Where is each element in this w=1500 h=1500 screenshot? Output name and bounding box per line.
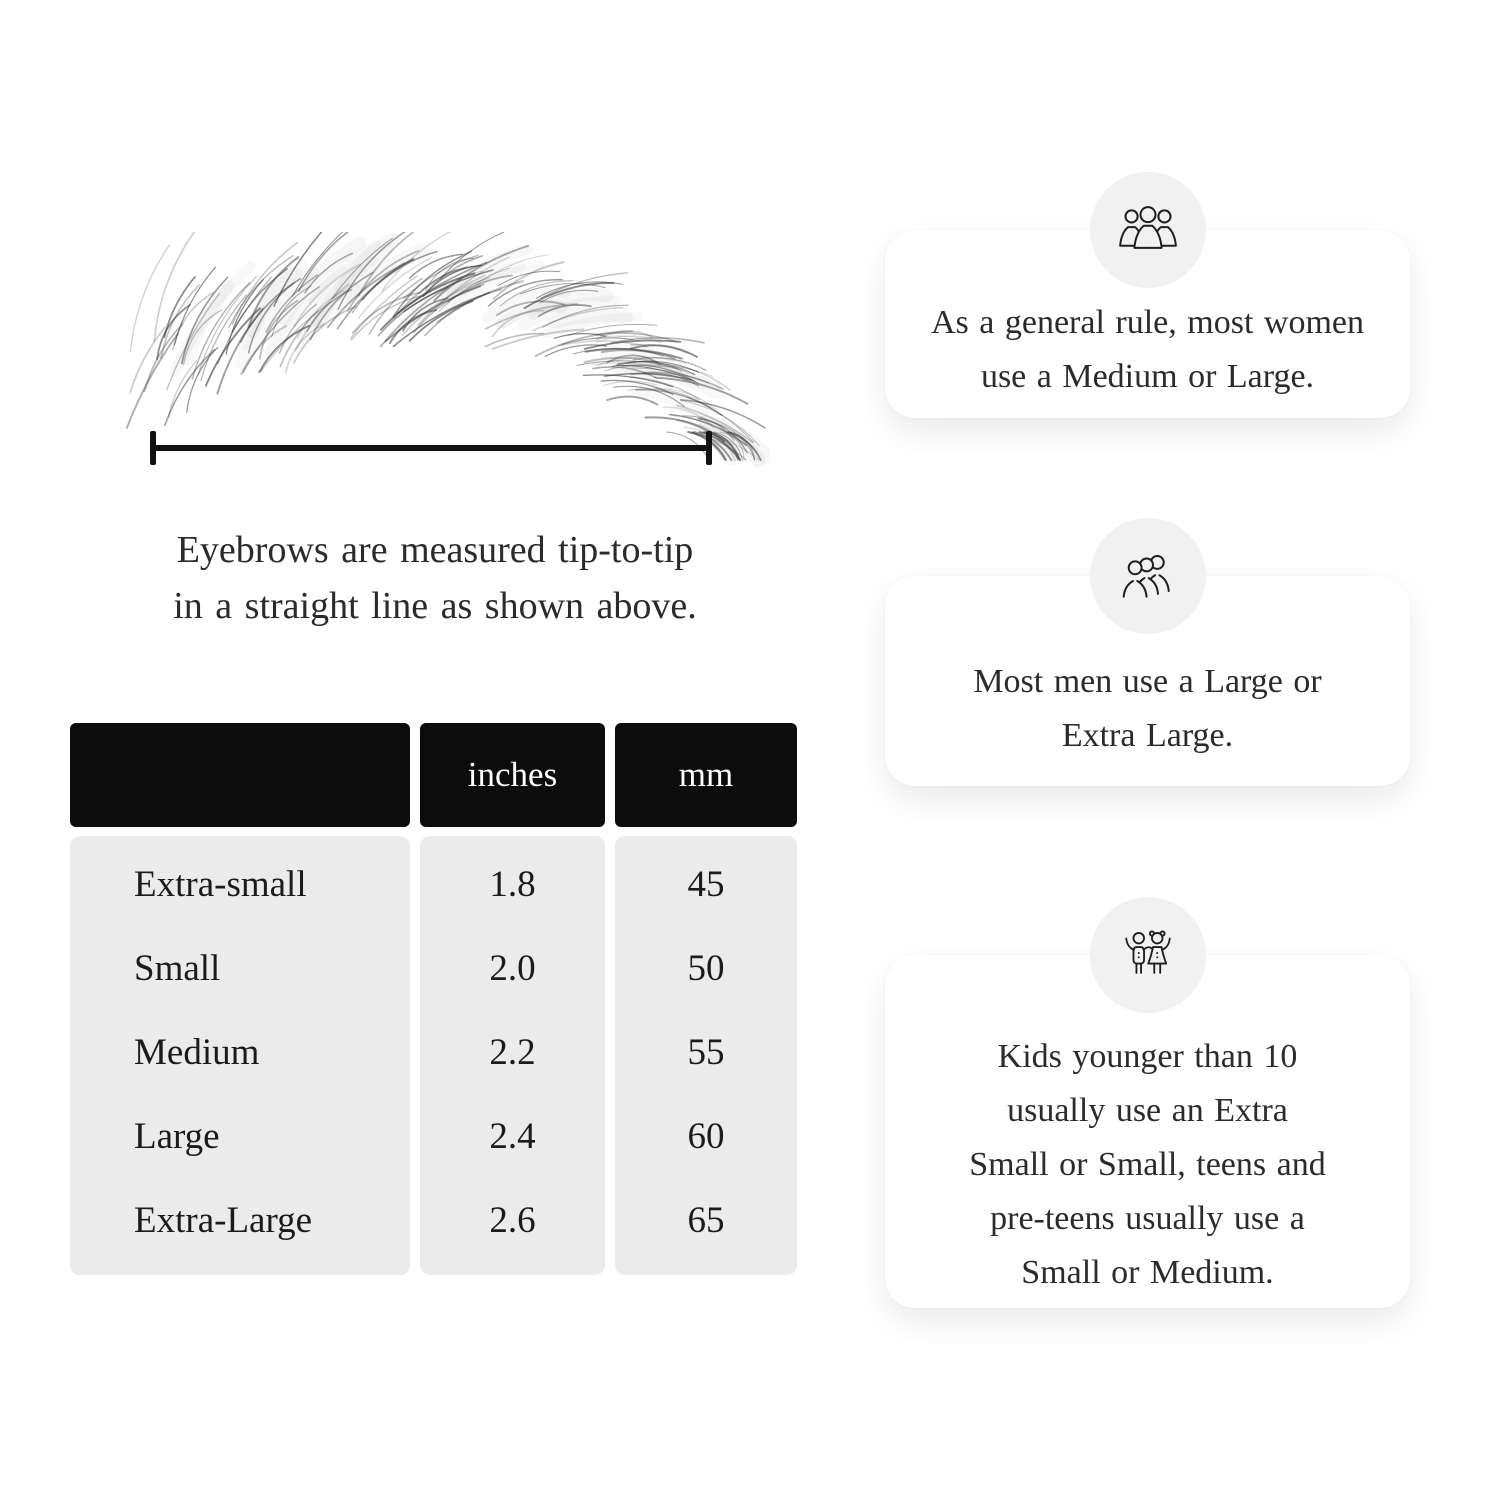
table-header-row: [70, 723, 797, 827]
inches-value: 2.4: [489, 1115, 536, 1157]
measurement-line: [150, 431, 712, 465]
header-cell-blank: [70, 723, 410, 827]
inches-value: 2.6: [489, 1199, 536, 1241]
icon-circle: [1090, 518, 1206, 634]
caption-line-1: Eyebrows are measured tip-to-tip: [176, 529, 694, 571]
mm-value: 60: [687, 1115, 725, 1157]
size-label: Large: [134, 1115, 220, 1157]
inches-value: 2.2: [489, 1031, 536, 1073]
mm-value: 50: [687, 947, 725, 989]
measure-caption: [70, 522, 800, 634]
inches-value: 2.0: [489, 947, 536, 989]
column-inches: [420, 836, 605, 1275]
card-text-line: usually use an Extra: [1007, 1092, 1288, 1129]
info-card-kids: [885, 955, 1410, 1308]
women-group-icon: [1112, 205, 1184, 255]
size-label: Extra-small: [134, 863, 307, 905]
mm-value: 45: [687, 863, 725, 905]
card-text-line: pre-teens usually use a: [990, 1200, 1305, 1237]
caption-line-2: in a straight line as shown above.: [173, 585, 697, 627]
mm-value: 65: [687, 1199, 725, 1241]
header-cell-inches: inches: [420, 723, 605, 827]
mm-value: 55: [687, 1031, 725, 1073]
table-body: [70, 836, 797, 1275]
card-text-line: As a general rule, most women: [931, 304, 1364, 341]
column-mm: [615, 836, 797, 1275]
card-text-line: Extra Large.: [1061, 717, 1234, 754]
kids-icon: [1115, 929, 1181, 981]
card-text-line: Most men use a Large or: [973, 663, 1322, 700]
header-cell-mm: mm: [615, 723, 797, 827]
size-label: Extra-Large: [134, 1199, 313, 1241]
size-table: [70, 723, 797, 1275]
card-text-line: Kids younger than 10: [997, 1038, 1298, 1075]
size-label: Medium: [134, 1031, 260, 1073]
card-text-line: Small or Medium.: [1021, 1254, 1274, 1291]
card-text-line: Small or Small, teens and: [969, 1146, 1326, 1183]
column-size-names: [70, 836, 410, 1275]
info-card-women: [885, 230, 1410, 418]
men-group-icon: [1112, 551, 1184, 601]
measure-bar: [150, 445, 712, 451]
info-card-men: [885, 576, 1410, 786]
size-label: Small: [134, 947, 221, 989]
card-text-line: use a Medium or Large.: [980, 358, 1315, 395]
inches-value: 1.8: [489, 863, 536, 905]
icon-circle: [1090, 897, 1206, 1013]
icon-circle: [1090, 172, 1206, 288]
measure-tick-right: [706, 431, 712, 465]
